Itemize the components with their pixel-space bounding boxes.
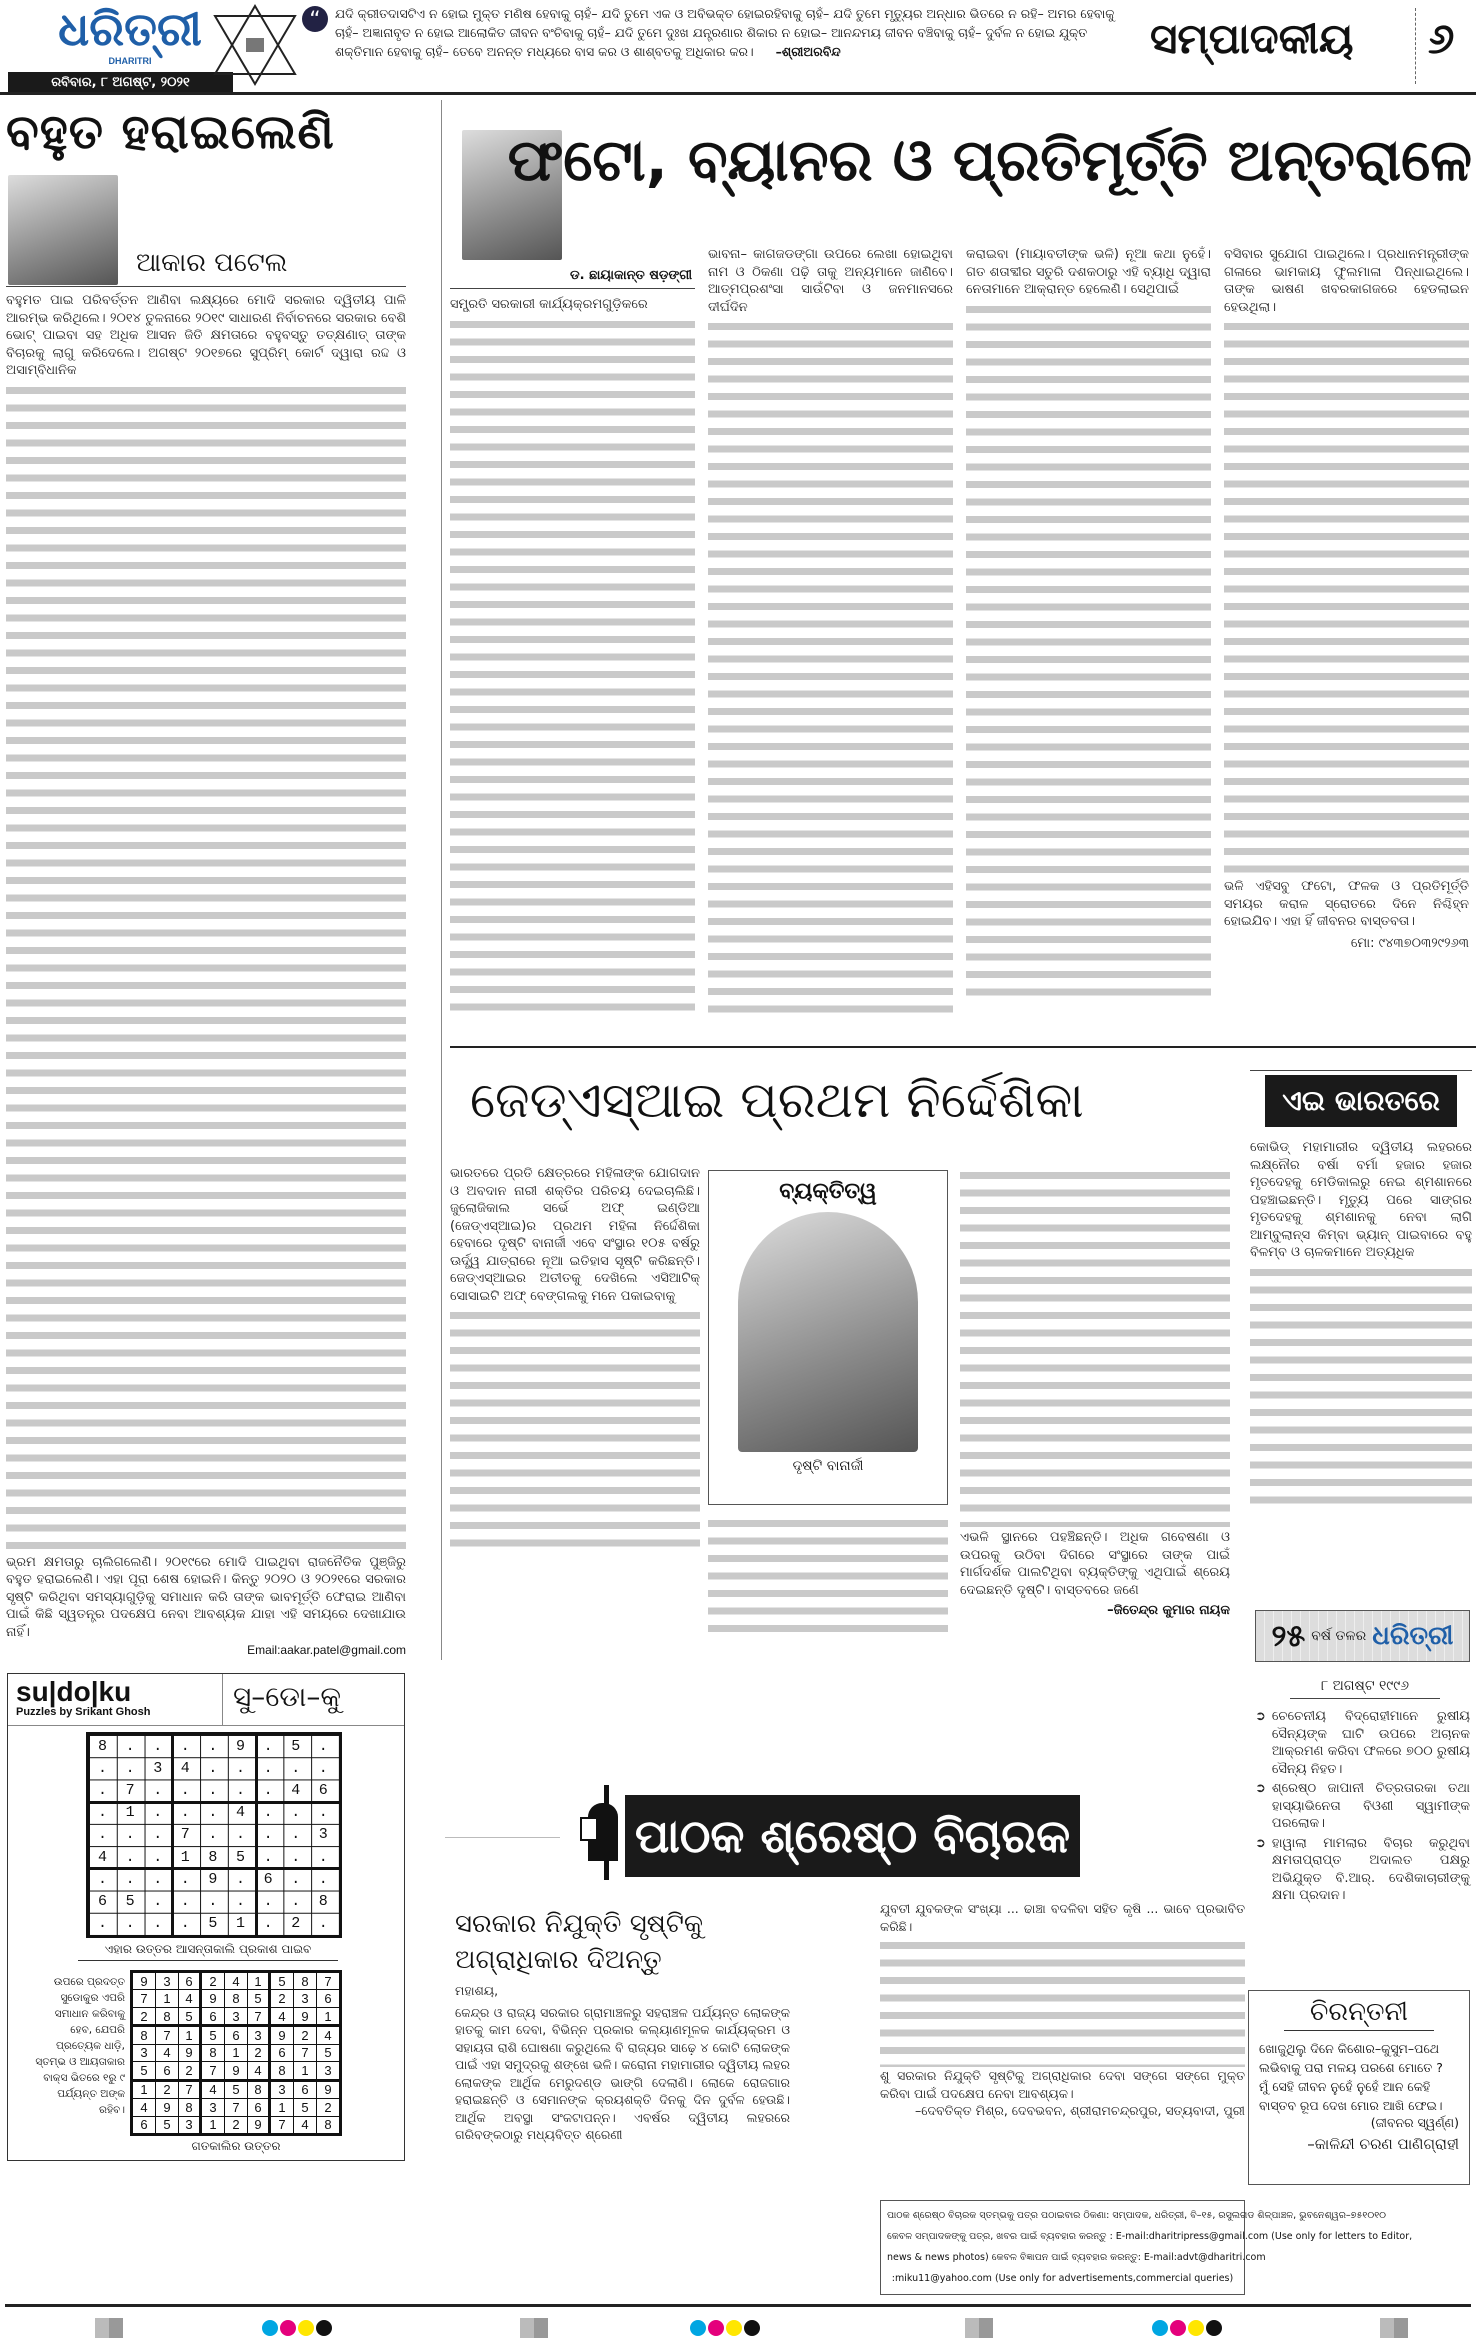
article-closing: ଭ୍ରମ କ୍ଷମତାରୁ ଚାଲିଗଲେଣି। ୨୦୧୯ରେ ମୋଦି ପାଇଥିବା ରାଜନୈତିକ ପୁଞ୍ଜିରୁ ବହୁତ ହରାଇଲେଣି। ଏହା ପୂରା ଶେଷ ହୋଇନି। କିନ୍ତୁ ୨୦୨୦ ଓ ୨୦୨୧ରେ ସରକାର ସୃଷ୍ଟି କରିଥିବା ସମସ୍ୟାଗୁଡ଼ିକୁ ସମାଧାନ କରି ତାଙ୍କ ଭାବମୂର୍ତ୍ତି ଫେରାଇ ଆଣିବା ପାଇଁ କିଛି ସ୍ୱତନ୍ତ୍ର ପଦକ୍ଷେପ ନେବା ଆବଶ୍ୟକ ଯାହା ଏହି ସମୟରେ ଦେଖାଯାଉ ନାହିଁ। bbox=[6, 1554, 406, 1640]
sudoku-solution-cell: 2 bbox=[225, 2117, 247, 2133]
sudoku-solution-cell: 7 bbox=[133, 1990, 155, 2006]
sudoku-solution-cell: 5 bbox=[156, 2117, 178, 2133]
sudoku-solution-cell: 5 bbox=[294, 2099, 316, 2115]
bullet-icon: ➲ bbox=[1255, 1781, 1266, 1796]
sudoku-row[interactable]: ....9.6.. bbox=[98, 1870, 347, 1888]
registration-mark bbox=[1380, 2318, 1408, 2338]
sudoku-solution-cell: 8 bbox=[271, 2062, 293, 2078]
page-number: ୬ bbox=[1428, 14, 1455, 63]
article-column-2: ଭାବନା– କାଗଜଡଙ୍ଗା ଉପରେ ଲେଖା ହୋଇଥିବା ନାମ ଓ ଠିକଣା ପଢ଼ି ତାକୁ ଅନ୍ୟମାନେ ଜାଣିବେ। ଆତ୍ମପ୍ରଶଂସା ସାଉଁଟିବା ଓ ଜନମାନସରେ ଦୀର୍ଘଦିନ bbox=[708, 246, 953, 1018]
sudoku-solution-cell: 4 bbox=[156, 2045, 178, 2061]
sudoku-solution-cell: 4 bbox=[317, 2027, 339, 2043]
author-byline: ଡ. ଛାୟାକାନ୍ତ ଷଡ଼ଙ୍ଗୀ bbox=[570, 268, 693, 283]
logo: ଧରିତ୍ରୀ DHARITRI bbox=[58, 2, 202, 66]
sudoku-solution-cell: 9 bbox=[271, 2027, 293, 2043]
article-headline: ଫଟୋ, ବ୍ୟାନର ଓ ପ୍ରତିମୂର୍ତ୍ତି ଅନ୍ତରାଳେ bbox=[507, 126, 1472, 194]
article-column-3: କରାଇବା (ମାୟାବତୀଙ୍କ ଭଳି) ନୂଆ କଥା ନୁହେଁ। ଗତ ଶତାବ୍ଦୀର ସତୁରି ଦଶକଠାରୁ ଏହି ବ୍ୟାଧି ଦ୍ୱାରା ନେତାମାନେ ଆକ୍ରାନ୍ତ ହେଲେଣି। ସେଥିପାଇଁ bbox=[966, 246, 1211, 1001]
sudoku-solution-cell: 2 bbox=[248, 2045, 268, 2061]
mailbox-icon bbox=[580, 1785, 620, 1880]
letter-salutation: ମହାଶୟ, bbox=[455, 1983, 499, 1998]
sudoku-solution-cell: 2 bbox=[202, 1973, 224, 1989]
sudoku-solution-cell: 1 bbox=[317, 2008, 339, 2024]
article-body-flow bbox=[6, 292, 406, 1657]
sudoku-solution-cell: 2 bbox=[294, 2027, 316, 2043]
box-title: ଚିରନ୍ତନୀ bbox=[1284, 1997, 1434, 2031]
sudoku-solution-cell: 8 bbox=[156, 2008, 178, 2024]
left-article bbox=[6, 100, 436, 1660]
sudoku-solution-grid bbox=[130, 1970, 342, 2136]
sudoku-odia-title: ସୁ–ଡୋ–କୁ bbox=[223, 1674, 404, 1726]
sudoku-solution-cell: 1 bbox=[133, 2082, 155, 2098]
footer-rule bbox=[5, 2304, 1471, 2307]
sudoku-row[interactable]: 4..185... bbox=[98, 1848, 347, 1866]
letter-column-2: ଯୁବତୀ ଯୁବକଙ୍କ ସଂଖ୍ୟା ... ଢାଞ୍ଚା ବଦଳିବା ସହିତ କୃଷି ... ଭାବେ ପ୍ରଭାବିତ କରିଛି। ଶୁ ସରକାର ନିଯୁକ୍ତି ସୃଷ୍ଟିକୁ ଅଗ୍ରାଧିକାର ଦେବା ସଙ୍ଗେ ସଙ୍ଗେ ମୁକ୍ତ କରିବା ପାଇଁ ପଦକ୍ଷେପ ନେବା ଆବଶ୍ୟକ। –ଦେବତିକ୍ତ ମିଶ୍ର, ଦେବଭବନ, ଶ୍ରୀରାମଚନ୍ଦ୍ରପୁର, ସତ୍ୟବାଦୀ, ପୁରୀ bbox=[880, 1901, 1245, 2118]
list-item: ➲ ଶ୍ରେଷ୍ଠ ଜାପାନୀ ଚିତ୍ରତାରକା ତଥା ହାସ୍ୟାଭିନେତା ବିଓଶୀ ସ୍ୱାମୀଙ୍କ ପରଲୋକ। bbox=[1255, 1781, 1470, 1831]
black-registration-dot bbox=[744, 2320, 760, 2336]
sudoku-solution-cell: 5 bbox=[248, 1990, 268, 2006]
sudoku-solution-cell: 8 bbox=[179, 2099, 199, 2115]
author-name: ଆକାର ପଟେଲ bbox=[136, 248, 288, 278]
sudoku-solution-cell: 6 bbox=[133, 2117, 155, 2133]
sudoku-solution-cell: 5 bbox=[179, 2008, 199, 2024]
author-contact: ମୋ: ୯୪୩୭୦୩୨୯୨୬୩ bbox=[1350, 935, 1469, 951]
registration-mark bbox=[95, 2318, 123, 2338]
date-bar: ରବିବାର, ୮ ଅଗଷ୍ଟ, ୨୦୨୧ bbox=[8, 72, 233, 94]
sudoku-row[interactable]: 8....9.5. bbox=[98, 1737, 347, 1755]
sudoku-puzzle-grid[interactable] bbox=[86, 1732, 347, 1938]
list-item: ➲ ଚେଚେନୀୟ ବିଦ୍ରୋହୀମାନେ ରୁଷୀୟ ସୈନ୍ୟଙ୍କ ଘାଟି ଉପରେ ଅଚାନକ ଆକ୍ରମଣ କରିବା ଫଳରେ ୭୦୦ ରୁଷୀୟ ସୈନ୍ୟ ନିହତ। bbox=[1255, 1709, 1470, 1777]
years-ago-banner: ୨୫ ବର୍ଷ ତଳର ଧରିତ୍ରୀ bbox=[1255, 1610, 1470, 1662]
readers-section-header: ପାଠକ ଶ୍ରେଷ୍ଠ ବିଚାରକ bbox=[625, 1795, 1080, 1877]
sudoku-solution-cell: 4 bbox=[248, 2062, 268, 2078]
article-headline: ଜେଡ୍‌ଏସ୍‌ଆଇ ପ୍ରଥମ ନିର୍ଦ୍ଦେଶିକା bbox=[470, 1071, 1084, 1129]
sudoku-solution-cell: 5 bbox=[225, 2082, 247, 2098]
ei-bharatare-column bbox=[1250, 1070, 1472, 1514]
sudoku-solution-cell: 1 bbox=[202, 2117, 224, 2133]
chirantani-box: ଚିରନ୍ତନୀ ଖୋଜୁଥିଲୁ ଦିନେ କିଶୋର–କୁସୁମ–ପଥେ ଲଭିବାକୁ ପରା ମଳୟ ପରଶେ ମୋତେ ? ମୁଁ ସେହି ଜୀବନ ନୁହେଁ ନୁହେଁ ଆନ କେହି ବାସ୍ତବ ରୂପ ଦେଖ ମୋର ଆଖି ଫେଇ। (ଜୀବନର ସ୍ୱର୍ଣ୍ଣ) –କାଳିନ୍ଦୀ ଚରଣ ପାଣିଗ୍ରାହୀ bbox=[1248, 1990, 1470, 2185]
sudoku-solution-cell: 6 bbox=[156, 2062, 178, 2078]
article-column-1: ସମ୍ପ୍ରତି ସରକାରୀ କାର୍ଯ୍ୟକ୍ରମଗୁଡ଼ିକରେ bbox=[450, 296, 695, 1016]
black-registration-dot bbox=[1206, 2320, 1222, 2336]
sudoku-solution-cell: 1 bbox=[156, 1990, 178, 2006]
quote-text: ଯଦି କ୍ରୀତଦାସଟିଏ ନ ହୋଇ ମୁକ୍ତ ମଣିଷ ହେବାକୁ ଚାହଁ– ଯଦି ତୁମେ ଏକ ଓ ଅବିଭକ୍ତ ହୋଇରହିବାକୁ ଚାହଁ– ଯଦି ତୁମେ ମୃତ୍ୟୁର ଅନ୍ଧାର ଭିତରେ ନ ରହି– ଅମର ହେବାକୁ ଚାହଁ– ଅଜ୍ଞାନାବୃତ ନ ହୋଇ ଆଲୋକିତ ଜୀବନ ବଂଚିବାକୁ ଚାହଁ– ଯଦି ତୁମେ ଦୁଃଖ ଯନ୍ତ୍ରଣାର ଶିକାର ନ ହୋଇ– ଆନନ୍ଦମୟ ଜୀବନ ବଞ୍ଚିବାକୁ ଚାହଁ– ଦୁର୍ବଳ ନ ହୋଇ ଯୁକ୍ତ ଶକ୍ତିମାନ ହେବାକୁ ଚାହଁ– ତେବେ ଅନନ୍ତ ମଧ୍ୟରେ ବାସ କର ଓ ଶାଶ୍ବତକୁ ଅଧିକାର କର। –ଶ୍ରୀଅରବିନ୍ଦ bbox=[335, 6, 1115, 59]
sudoku-solution-cell: 8 bbox=[248, 2082, 268, 2098]
sudoku-solution-cell: 2 bbox=[179, 2062, 199, 2078]
registration-mark bbox=[520, 2318, 548, 2338]
years-ago-date: ୮ ଅଗଷ୍ଟ ୧୯୯୬ bbox=[1290, 1678, 1440, 1699]
article-headline: ବହୁତ ହରାଇଲେଣି bbox=[6, 104, 335, 160]
sudoku-solution-cell: 9 bbox=[317, 2082, 339, 2098]
sudoku-solution-cell: 7 bbox=[271, 2117, 293, 2133]
sudoku-solution-cell: 2 bbox=[271, 1990, 293, 2006]
author-email: Email:aakar.patel@gmail.com bbox=[247, 1643, 406, 1657]
sudoku-row[interactable]: ...7....3 bbox=[98, 1826, 347, 1844]
sudoku-solution-cell: 2 bbox=[133, 2008, 155, 2024]
cyan-registration-dot bbox=[690, 2320, 706, 2336]
sudoku-solution-cell: 4 bbox=[294, 2117, 316, 2133]
sudoku-solution-cell: 3 bbox=[156, 1973, 178, 1989]
sudoku-solution-cell: 5 bbox=[133, 2062, 155, 2078]
yellow-registration-dot bbox=[298, 2320, 314, 2336]
sudoku-solution-cell: 9 bbox=[202, 1990, 224, 2006]
sudoku-solution-cell: 4 bbox=[271, 2008, 293, 2024]
sudoku-solution-cell: 1 bbox=[225, 2045, 247, 2061]
sudoku-solution-cell: 9 bbox=[156, 2099, 178, 2115]
sudoku-solution-cell: 9 bbox=[133, 1973, 155, 1989]
sudoku-solution-cell: 6 bbox=[294, 2082, 316, 2098]
sudoku-solution-cell: 1 bbox=[179, 2027, 199, 2043]
yellow-registration-dot bbox=[1188, 2320, 1204, 2336]
letter-signature: –ଦେବତିକ୍ତ ମିଶ୍ର, ଦେବଭବନ, ଶ୍ରୀରାମଚନ୍ଦ୍ରପୁର, ସତ୍ୟବାଦୀ, ପୁରୀ bbox=[915, 2103, 1245, 2118]
sudoku-solution-cell: 3 bbox=[179, 2117, 199, 2133]
profile-photo bbox=[738, 1212, 918, 1452]
magenta-registration-dot bbox=[280, 2320, 296, 2336]
masthead bbox=[0, 0, 1476, 95]
sudoku-solution-cell: 1 bbox=[294, 2062, 316, 2078]
article-excerpt: ଏଭଳି ସ୍ଥାନରେ ପହଞ୍ଚିଛନ୍ତି। ଅଧିକ ଗବେଷଣା ଓ ଉପରକୁ ଉଠିବା ଦିଗରେ ସଂସ୍ଥାରେ ତାଙ୍କ ପାଇଁ ମାର୍ଗଦର୍ଶକ ପାଲଟିଥିବା ବ୍ୟକ୍ତିଙ୍କୁ ଏଥିପାଇଁ ଶ୍ରେୟ ଦେଇଛନ୍ତି ଦୃଷ୍ଟି। ବାସ୍ତବରେ ଜଣେ bbox=[960, 1530, 1230, 1598]
article-column-4: ବସିବାର ସୁଯୋଗ ପାଇଥିଲେ। ପ୍ରଧାନମନ୍ତ୍ରୀଙ୍କ ଗଳାରେ ଭାମକାୟ ଫୁଲମାଳା ପିନ୍ଧାଇଥିଲେ। ତାଙ୍କ ଭାଷଣ ଖବରକାଗଜରେ ହେଡଲାଇନ ହେଉଥିଲା। ଭଳି ଏହିସବୁ ଫଟୋ, ଫଳକ ଓ ପ୍ରତିମୂର୍ତ୍ତି ସମୟର କରାଳ ସ୍ରୋତରେ ଦିନେ ନିଶ୍ଚିହ୍ନ ହୋଇଯିବ। ଏହା ହିଁ ଜୀବନର ବାସ୍ତବତା। ମୋ: ୯୪୩୭୦୩୨୯୨୬୩ bbox=[1224, 247, 1469, 951]
registration-mark bbox=[965, 2318, 993, 2338]
sudoku-solution-cell: 9 bbox=[225, 2062, 247, 2078]
sudoku-solution-cell: 3 bbox=[271, 2082, 293, 2098]
list-item: ➲ ହାୱାଲା ମାମଲାର ବିଚାର କରୁଥିବା କ୍ଷମତାପ୍ରାପ୍ତ ଅଦାଲତ ପକ୍ଷରୁ ଅଭିଯୁକ୍ତ ବି.ଆର୍. ଦେଶିକାଚାରୀଙ୍କୁ କ୍ଷମା ପ୍ରଦାନ। bbox=[1255, 1835, 1470, 1903]
sudoku-solution-cell: 6 bbox=[317, 1990, 339, 2006]
section-label: ବ୍ୟକ୍ତିତ୍ୱ bbox=[779, 1179, 877, 1204]
sudoku-solution-cell: 7 bbox=[248, 2008, 268, 2024]
sudoku-row[interactable]: .1...4... bbox=[98, 1804, 347, 1822]
photo-caption: ଦୃଷ୍ଟି ବାନାର୍ଜୀ bbox=[792, 1458, 864, 1474]
article-body-text bbox=[6, 382, 406, 1552]
sudoku-solution-cell: 3 bbox=[202, 2099, 224, 2115]
profile-article bbox=[450, 1055, 1240, 1655]
article-lead: ଭାରତରେ ପ୍ରତି କ୍ଷେତ୍ରରେ ମହିଳାଙ୍କ ଯୋଗଦାନ ଓ ଅବଦାନ ନାରୀ ଶକ୍ତିର ପରିଚୟ ଦେଇଚାଲିଛି। ଜୁଲୋଜିକାଲ ସର୍ଭେ ଅଫ୍ ଇଣ୍ଡିଆ (ଜେଡ୍‌ଏସ୍‌ଆଇ)ର ପ୍ରଥମ ମହିଳା ନିର୍ଦ୍ଦେଶିକା ହେବାରେ ଦୃଷ୍ଟି ବାନାର୍ଜୀ ଏବେ ସଂସ୍ଥାର ୧୦୫ ବର୍ଷରୁ ଊର୍ଦ୍ଧ୍ୱ ଯାତ୍ରାରେ ନୂଆ ଇତିହାସ ସୃଷ୍ଟି କରିଛନ୍ତି। ଜେଡ୍‌ଏସ୍‌ଆଇର ଅତୀତକୁ ଦେଖିଲେ ଏସିଆଟିକ୍ ସୋସାଇଟି ଅଫ୍ ବେଙ୍ଗଲକୁ ମନେ ପକାଇବାକୁ bbox=[450, 1165, 700, 1557]
bullet-icon: ➲ bbox=[1255, 1835, 1266, 1851]
column-body: କୋଭିଡ୍ ମହାମାରୀର ଦ୍ୱିତୀୟ ଲହରରେ ଲକ୍ଷ୍ନୌର ବର୍ଷା ବର୍ମା ହଜାର ହଜାର ମୃତଦେହକୁ ମେଡିକାଲରୁ ନେଇ ଶ୍ମଶାନରେ ପହଞ୍ଚାଇଛନ୍ତି। ମୃତ୍ୟୁ ପରେ ସାଙ୍ଗର ମୃତଦେହକୁ ଶ୍ମଶାନକୁ ନେବା ଲାଗି ଆମ୍ବୁଲାନ୍ସ କିମ୍ବା ଭ୍ୟାନ୍ ପାଇବାରେ ବହୁ ବିଳମ୍ବ ଓ ଚାଳକମାନେ ଅତ୍ୟଧିକ bbox=[1250, 1140, 1472, 1260]
sudoku-instructions: ଉପରେ ପ୍ରଦତ୍ତ ସୁଡୋକୁର ଏପରି ସମାଧାନ କରିବାକୁ ହେବ, ଯେପରି ପ୍ରତ୍ୟେକ ଧାଡ଼ି, ସ୍ତମ୍ଭ ଓ ଆୟତାକାର ବାକ୍ସ ଭିତରେ ୧ରୁ ୯ ପର୍ଯ୍ୟନ୍ତ ଅଙ୍କ ରହିବ। bbox=[35, 1976, 125, 2116]
sudoku-solution-cell: 6 bbox=[248, 2099, 268, 2115]
sudoku-solution-cell: 3 bbox=[225, 2008, 247, 2024]
address-box: ପାଠକ ଶ୍ରେଷ୍ଠ ବିଚାରକ ସ୍ତମ୍ଭକୁ ପତ୍ର ପଠାଇବାର ଠିକଣା: ସମ୍ପାଦକ, ଧରିତ୍ରୀ, ବି–୧୫, ରସୁଲଗଡ ଶିଳ୍ପାଞ୍ଚଳ, ଭୁବନେଶ୍ୱର–୭୫୧୦୧୦ କେବଳ ସମ୍ପାଦକଙ୍କୁ ପତ୍ର, ଖବର ପାଇଁ ବ୍ୟବହାର କରନ୍ତୁ : E-mail:dharitripress@gmail.com (Use only for letters to Editor, news & news photos) କେବଳ ବିଜ୍ଞାପନ ପାଇଁ ବ୍ୟବହାର କରନ୍ତୁ: E-mail:advt@dharitri.com :miku11@yahoo.com (Use only for advertisements,commercial queries) bbox=[880, 2200, 1245, 2295]
sudoku-box: su|do|ku Puzzles by Srikant Ghosh ସୁ–ଡୋ–କୁ 8....9.5. ..34..... .7.....46 .1...4... ...7....3 4..185... ....9.6.. 65......8 ....51.2. ଏହାର ଉତ୍ତର ଆସନ୍ତାକାଲି ପ୍ରକାଶ ପାଇବ ଉପରେ ପ୍ରଦତ୍ତ ସୁଡୋକୁର ଏପରି ସମାଧାନ କରିବାକୁ ହେବ, ଯେପରି ପ୍ରତ୍ୟେକ ଧାଡ଼ି, ସ୍ତମ୍ଭ ଓ ଆୟତାକାର ବାକ୍ସ ଭିତରେ ୧ରୁ ୯ ପର୍ଯ୍ୟନ୍ତ ଅଙ୍କ ରହିବ। 9 3 6 2 4 1 5 8 7 7 1 4 9 8 5 2 3 6 2 8 5 6 3 7 4 9 1 8 7 1 5 6 3 9 2 4 3 4 9 8 1 2 6 7 5 5 6 2 7 9 4 8 1 3 1 2 7 4 5 8 3 6 9 4 9 8 3 7 6 1 5 2 6 5 3 1 2 9 7 4 8 ଗତକାଲିର ଉତ୍ତର bbox=[7, 1673, 405, 2161]
profile-right-column bbox=[960, 1167, 1230, 1618]
cyan-registration-dot bbox=[1152, 2320, 1168, 2336]
column-title: ଏଇ ଭାରତରେ bbox=[1265, 1075, 1457, 1127]
masthead-divider bbox=[0, 92, 1476, 95]
sudoku-title: su|do|ku bbox=[16, 1676, 132, 1707]
cyan-registration-dot bbox=[262, 2320, 278, 2336]
sudoku-solution-cell: 3 bbox=[294, 1990, 316, 2006]
profile-photo-box bbox=[708, 1170, 948, 1505]
sudoku-solution-cell: 6 bbox=[202, 2008, 224, 2024]
sudoku-solution-cell: 8 bbox=[317, 2117, 339, 2133]
sudoku-solution-cell: 8 bbox=[225, 1990, 247, 2006]
answer-note: ଏହାର ଉତ୍ତର ଆସନ୍ତାକାଲି ପ୍ରକାଶ ପାଇବ bbox=[78, 1942, 338, 1961]
author-photo bbox=[8, 175, 118, 285]
sudoku-solution-cell: 6 bbox=[179, 1973, 199, 1989]
magenta-registration-dot bbox=[1170, 2320, 1186, 2336]
sudoku-solution-cell: 3 bbox=[317, 2062, 339, 2078]
sudoku-solution-cell: 1 bbox=[271, 2099, 293, 2115]
sudoku-solution-cell: 7 bbox=[225, 2099, 247, 2115]
sudoku-solution-cell: 7 bbox=[156, 2027, 178, 2043]
sudoku-solution-cell: 9 bbox=[179, 2045, 199, 2061]
sudoku-solution-cell: 7 bbox=[294, 2045, 316, 2061]
sudoku-solution-cell: 2 bbox=[156, 2082, 178, 2098]
sudoku-solution-cell: 8 bbox=[133, 2027, 155, 2043]
sudoku-solution-cell: 7 bbox=[317, 1973, 339, 1989]
sudoku-solution-cell: 4 bbox=[179, 1990, 199, 2006]
star-emblem-icon bbox=[210, 4, 300, 86]
sudoku-solution-cell: 7 bbox=[202, 2062, 224, 2078]
sudoku-solution-cell: 3 bbox=[248, 2027, 268, 2043]
sudoku-solution-cell: 9 bbox=[248, 2117, 268, 2133]
section-title: ସମ୍ପାଦକୀୟ bbox=[1150, 14, 1354, 63]
yellow-registration-dot bbox=[726, 2320, 742, 2336]
sudoku-solution-cell: 4 bbox=[202, 2082, 224, 2098]
sudoku-solution-cell: 4 bbox=[133, 2099, 155, 2115]
solution-label: ଗତକାଲିର ଉତ୍ତର bbox=[191, 2139, 281, 2153]
letter-body: କେନ୍ଦ୍ର ଓ ରାଜ୍ୟ ସରକାର ଗ୍ରାମାଞ୍ଚଳରୁ ସହରାଞ୍ଚଳ ପର୍ଯ୍ୟନ୍ତ ଲୋକଙ୍କ ହାତକୁ କାମ ଦେବା, ବିଭିନ୍ନ ପ୍ରକାର କଲ୍ୟାଣମୂଳକ କାର୍ଯ୍ୟକ୍ରମ ଓ ସହାୟତା ରାଶି ଘୋଷଣା କରୁଥିଲେ ବି ରାଜ୍ୟର ସାଢ଼େ ୪ କୋଟି ଲୋକଙ୍କ ପାଇଁ ଏହା ସମୁଦ୍ରକୁ ଶଙ୍ଖେ ଭଳି। କରୋନା ମହାମାରୀର ଦ୍ୱିତୀୟ ଲହର ଲୋକଙ୍କ ଆର୍ଥିକ ମେରୁଦଣ୍ଡ ଭାଙ୍ଗି ଦେଲାଣି। ଲୋକେ ରୋଜଗାର ହରାଇଛନ୍ତି ଓ ସେମାନଙ୍କ କ୍ରୟଶକ୍ତି ଦିନକୁ ଦିନ ଦୁର୍ବଳ ହେଉଛି। ଆର୍ଥିକ ଅବସ୍ଥା ସଂକଟାପନ୍ନ। ଏବର୍ଷର ଦ୍ୱିତୀୟ ଲହରରେ ଗରିବଙ୍କଠାରୁ ମଧ୍ୟବିତ୍ତ ଶ୍ରେଣୀ bbox=[455, 2004, 790, 2142]
black-registration-dot bbox=[316, 2320, 332, 2336]
sudoku-row[interactable]: ..34..... bbox=[98, 1759, 347, 1777]
sudoku-solution-cell: 2 bbox=[317, 2099, 339, 2115]
sudoku-solution-cell: 5 bbox=[202, 2027, 224, 2043]
bullet-icon: ➲ bbox=[1255, 1709, 1266, 1724]
sudoku-row[interactable]: .7.....46 bbox=[98, 1782, 347, 1800]
years-ago-list bbox=[1255, 1708, 1470, 1905]
sudoku-row[interactable]: ....51.2. bbox=[98, 1915, 347, 1933]
sudoku-solution-cell: 4 bbox=[225, 1973, 247, 1989]
magenta-registration-dot bbox=[708, 2320, 724, 2336]
quote-icon: “ bbox=[302, 6, 328, 32]
sudoku-row[interactable]: 65......8 bbox=[98, 1893, 347, 1911]
sudoku-solution-cell: 8 bbox=[202, 2045, 224, 2061]
sudoku-solution-cell: 9 bbox=[294, 2008, 316, 2024]
poem-author: –କାଳିନ୍ଦୀ ଚରଣ ପାଣିଗ୍ରାହୀ bbox=[1307, 2135, 1459, 2153]
sudoku-solution-cell: 3 bbox=[133, 2045, 155, 2061]
letter-headline: ସରକାର ନିଯୁକ୍ତି ସୃଷ୍ଟିକୁ ଅଗ୍ରାଧିକାର ଦିଅନ୍ତୁ bbox=[455, 1909, 704, 1975]
sudoku-solution-cell: 6 bbox=[225, 2027, 247, 2043]
sudoku-solution-cell: 1 bbox=[248, 1973, 268, 1989]
letter-column-1 bbox=[455, 1906, 790, 2144]
article-lead: ବହୁମତ ପାଇ ପରିବର୍ତ୍ତନ ଆଣିବା ଲକ୍ଷ୍ୟରେ ମୋଦି ସରକାର ଦ୍ୱିତୀୟ ପାଳି ଆରମ୍ଭ କରିଥିଲେ। ୨୦୧୪ ତୁଳନାରେ ୨୦୧୯ ସାଧାରଣ ନିର୍ବାଚନରେ ସରକାର ବେଶି ଭୋଟ୍ ପାଇବା ସହ ଅଧିକ ଆସନ ଜିତି କ୍ଷମତାରେ ବହୁବସ୍ତୁ ତତ୍‌କ୍ଷଣାତ୍ ତାଙ୍କ ବିଚାରକୁ ଲାଗୁ କରିଦେଲେ। ଅଗଷ୍ଟ ୨୦୧୭ରେ ସୁପ୍ରିମ୍ କୋର୍ଟ ଦ୍ୱାରା ରଦ୍ଦ ଓ ଅସାମ୍ବିଧାନିକ bbox=[6, 293, 406, 378]
article-author: –ଜିତେନ୍ଦ୍ର କୁମାର ନାୟକ bbox=[1107, 1603, 1230, 1618]
sudoku-solution-cell: 7 bbox=[179, 2082, 199, 2098]
sudoku-solution-cell: 5 bbox=[317, 2045, 339, 2061]
sudoku-solution-cell: 5 bbox=[271, 1973, 293, 1989]
main-article bbox=[450, 100, 1472, 1045]
sudoku-solution-cell: 8 bbox=[294, 1973, 316, 1989]
sudoku-solution-cell: 6 bbox=[271, 2045, 293, 2061]
article-body-text bbox=[960, 1167, 1230, 1527]
